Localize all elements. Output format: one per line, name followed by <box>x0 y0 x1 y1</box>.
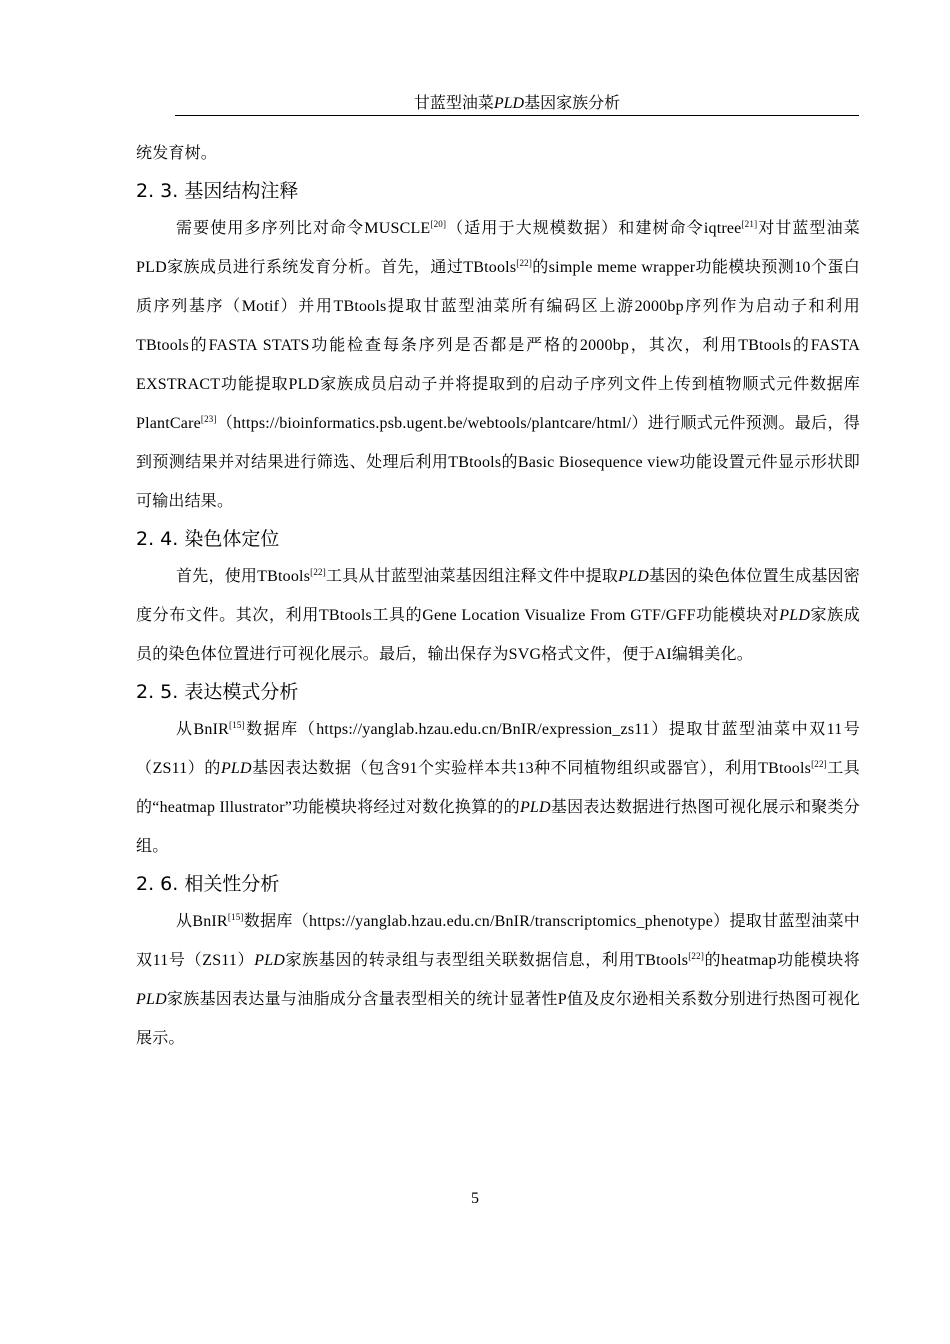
citation-ref: [20] <box>430 219 447 229</box>
text-run: 从BnIR <box>176 913 228 930</box>
text-run: 基因的染色体位置生成基因密度分布文件。其次，利用TBtools工具的Gene Location Visualize From GTF/GFF功能模块对 <box>136 568 860 624</box>
header-title-italic: PLD <box>493 95 525 112</box>
citation-ref: [15] <box>227 912 244 922</box>
text-run: 基因表达数据（包含91个实验样本共13种不同植物组织或器官），利用TBtools <box>251 760 812 777</box>
text-run: 数据库（https://yanglab.hzau.edu.cn/BnIR/expression_zs11）提取甘蓝型油菜中双11号（ZS11）的 <box>136 721 860 777</box>
section-heading-2-6: 2. 6. 相关性分析 <box>136 873 280 895</box>
gene-name: PLD <box>220 760 252 777</box>
text-run: 首先，使用TBtools <box>176 568 311 585</box>
text-run: 的simple meme wrapper功能模块预测10个蛋白质序列基序（Motif）并用TBtools提取甘蓝型油菜所有编码区上游2000bp序列作为启动子和利用TBtools的FASTA STATS功能检查每条序列是否都是严格的2000bp，其次，利用TBtools的FASTA EXSTRACT功能提取PLD家族成员启动子并将提取到的启动子序列文件上传到植物顺式元件数据库PlantCare <box>136 259 860 432</box>
paragraph-2-5 <box>136 710 860 866</box>
citation-ref: [15] <box>229 720 245 730</box>
citation-ref: [21] <box>741 219 758 229</box>
text-run: 需要使用多序列比对命令MUSCLE <box>176 220 431 237</box>
text-run: 的heatmap功能模块将 <box>704 952 860 969</box>
gene-name: PLD <box>618 568 649 585</box>
body-text <box>136 134 860 1058</box>
page-number: 5 <box>471 1190 479 1207</box>
gene-name: PLD <box>254 952 286 969</box>
text-run: 家族基因的转录组与表型组关联数据信息，利用TBtools <box>285 952 689 969</box>
text-run: 数据库（https://yanglab.hzau.edu.cn/BnIR/transcriptomics_phenotype）提取甘蓝型油菜中双11号（ZS11） <box>136 913 860 969</box>
paragraph-2-3 <box>136 209 860 521</box>
paragraph-continuation: 统发育树。 <box>136 145 218 162</box>
paragraph-2-6 <box>136 902 860 1058</box>
gene-name: PLD <box>136 991 167 1008</box>
text-run: 对甘蓝型油菜PLD家族成员进行系统发育分析。首先，通过TBtools <box>136 220 860 276</box>
text-run: 基因表达数据进行热图可视化展示和聚类分组。 <box>136 799 860 855</box>
header-title-part: 基因家族分析 <box>524 93 621 112</box>
running-header <box>175 93 859 116</box>
text-run: 家族成员的染色体位置进行可视化展示。最后，输出保存为SVG格式文件，便于AI编辑美化。 <box>136 607 860 663</box>
citation-ref: [22] <box>811 759 827 769</box>
citation-ref: [22] <box>310 567 326 577</box>
section-heading-2-5: 2. 5. 表达模式分析 <box>136 681 299 703</box>
text-run: 工具从甘蓝型油菜基因组注释文件中提取 <box>325 568 619 585</box>
gene-name: PLD <box>779 607 811 624</box>
text-run: （https://bioinformatics.psb.ugent.be/webtools/plantcare/html/）进行顺式元件预测。最后，得到预测结果并对结果进行筛选、处理后利用TBtools的Basic Biosequence view功能设置元件显示形状即可输出结果。 <box>136 415 860 510</box>
paragraph-2-4 <box>136 557 860 674</box>
section-heading-2-4: 2. 4. 染色体定位 <box>136 528 280 550</box>
citation-ref: [22] <box>516 258 533 268</box>
text-run: （适用于大规模数据）和建树命令iqtree <box>446 220 742 237</box>
gene-name: PLD <box>519 799 551 816</box>
text-run: 家族基因表达量与油脂成分含量表型相关的统计显著性P值及皮尔逊相关系数分别进行热图可视化展示。 <box>136 991 860 1047</box>
section-heading-2-3: 2. 3. 基因结构注释 <box>136 180 299 202</box>
header-title-part: 甘蓝型油菜 <box>413 93 494 112</box>
text-run: 从BnIR <box>176 721 229 738</box>
citation-ref: [23] <box>200 414 217 424</box>
text-run: 工具的“heatmap Illustrator”功能模块将经过对数化换算的的 <box>136 760 860 816</box>
citation-ref: [22] <box>688 951 705 961</box>
